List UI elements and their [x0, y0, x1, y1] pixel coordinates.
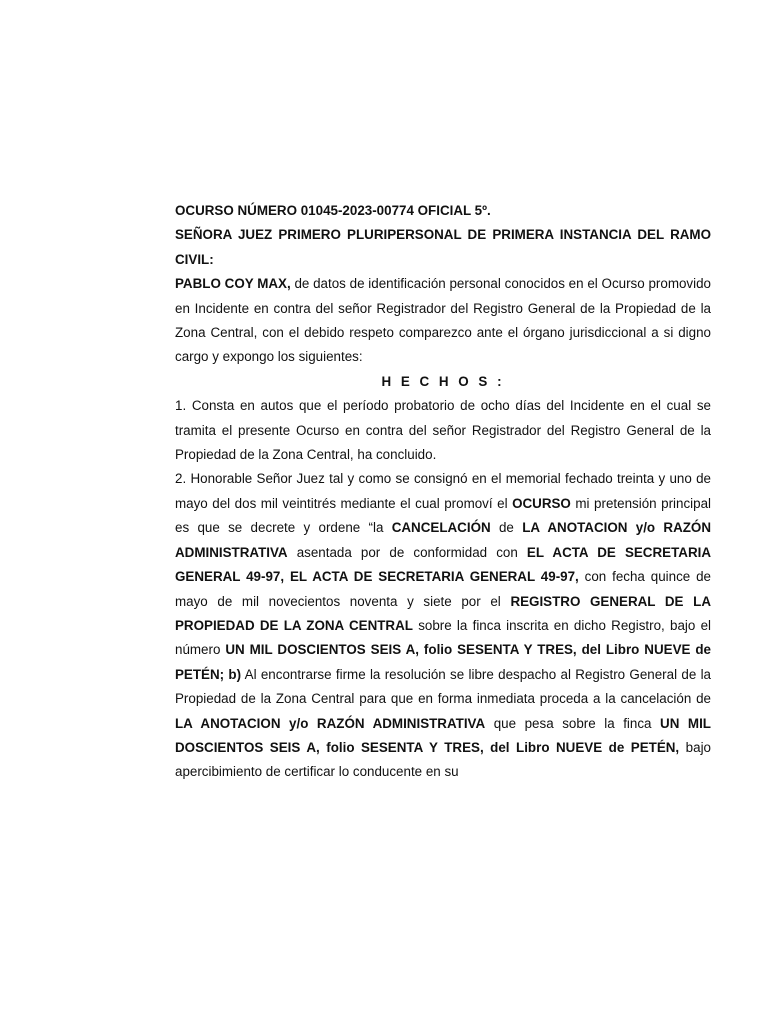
fact-2-bold: UN MIL DOSCIENTOS SEIS A, folio SESENTA Y TRES, del Libro NUEVE de PETÉN; b)	[175, 642, 711, 682]
fact-2-bold: OCURSO	[512, 495, 571, 511]
fact-2-text: bajo apercibimiento de certificar lo conducente en su	[175, 739, 711, 780]
fact-2-bold: LA ANOTACION y/o RAZÓN ADMINISTRATIVA	[175, 715, 486, 731]
fact-2-text: asentada por de conformidad con	[287, 544, 527, 560]
fact-2-text: sobre la finca inscrita en dicho Registro, bajo el número	[175, 617, 711, 658]
section-title-hechos: H E C H O S :	[381, 373, 505, 389]
fact-2-text: mi pretensión principal es que se decrete y ordene “la	[175, 495, 711, 536]
fact-2-bold: CANCELACIÓN	[391, 520, 491, 536]
fact-2	[175, 467, 711, 784]
case-heading: OCURSO NÚMERO 01045-2023-00774 OFICIAL 5º.	[175, 203, 491, 218]
fact-2-bold: LA ANOTACION y/o RAZÓN ADMINISTRATIVA	[175, 520, 712, 560]
petitioner-name: PABLO COY MAX,	[175, 276, 291, 292]
fact-2-text: de	[490, 520, 523, 536]
intro-paragraph	[175, 272, 711, 370]
fact-2-bold: UN MIL DOSCIENTOS SEIS A, folio SESENTA Y TRES, del Libro NUEVE de PETÉN,	[175, 715, 711, 755]
fact-1: 1. Consta en autos que el período probatorio de ocho días del Incidente en el cual se tramita el presente Ocurso en contra del señor Registrador del Registro General de la Propiedad de la Zona Central, ha concluido.	[175, 398, 711, 463]
document-body	[175, 199, 711, 785]
fact-2-text: 2. Honorable Señor Juez tal y como se consignó en el memorial fechado treinta y uno de mayo del dos mil veintitrés mediante el cual promoví el	[175, 471, 711, 511]
fact-2-bold: REGISTRO GENERAL DE LA PROPIEDAD DE LA ZONA CENTRAL	[175, 593, 711, 633]
addressee: SEÑORA JUEZ PRIMERO PLURIPERSONAL DE PRIMERA INSTANCIA DEL RAMO CIVIL:	[175, 227, 711, 267]
fact-2-text: Al encontrarse firme la resolución se libre despacho al Registro General de la Propiedad de la Zona Central para que en forma inmediata proceda a la cancelación de	[175, 666, 711, 707]
fact-2-text: con fecha quince de mayo de mil novecientos noventa y siete por el	[175, 569, 711, 609]
fact-2-bold: EL ACTA DE SECRETARIA GENERAL 49-97, EL ACTA DE SECRETARIA GENERAL 49-97,	[175, 544, 711, 585]
intro-text: de datos de identificación personal conocidos en el Ocurso promovido en Incidente en contra del señor Registrador del Registro General de la Propiedad de la Zona Central, con el debido respeto comparezco ante el órgano jurisdiccional a si digno cargo y expongo los siguientes:	[175, 276, 711, 365]
fact-2-text: que pesa sobre la finca	[485, 715, 661, 731]
